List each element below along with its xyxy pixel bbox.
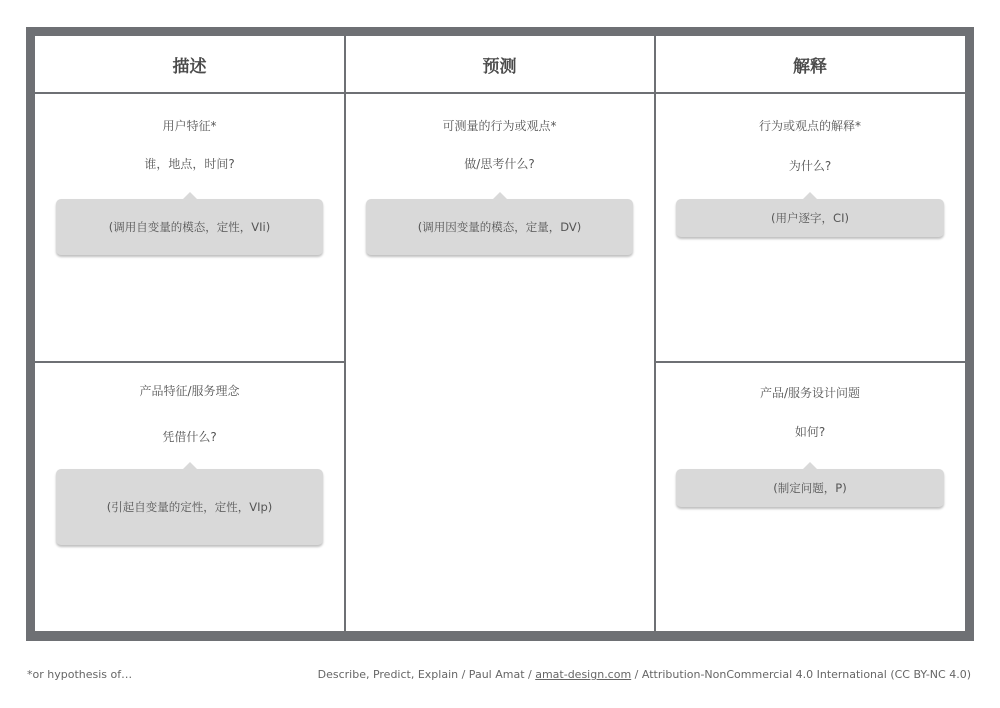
column-header-describe: 描述 (172, 56, 207, 77)
credit-suffix: / Attribution-NonCommercial 4.0 International (CC BY-NC 4.0) (631, 668, 971, 681)
cell-title: 可测量的行为或观点* (442, 119, 557, 133)
canvas-grid (35, 36, 965, 631)
cell-title: 行为或观点的解释* (758, 119, 861, 133)
cell-bubble: (制定问题，P) (676, 469, 944, 507)
canvas-frame (26, 27, 974, 641)
credit-line (318, 668, 971, 681)
cell-question: 做/思考什么? (464, 157, 535, 171)
credit-prefix: Describe, Predict, Explain / Paul Amat / (317, 668, 536, 681)
cell-question: 凭借什么? (162, 430, 217, 444)
cell-measurable-behavior (345, 93, 654, 631)
cell-title: 产品/服务设计问题 (759, 386, 861, 400)
column-header-explain: 解释 (793, 56, 827, 77)
cell-bubble: (用户逐字，CI) (676, 199, 944, 237)
credit-link[interactable]: amat-design.com (535, 668, 632, 681)
cell-bubble: (调用因变量的模态，定量，DV) (366, 199, 633, 255)
cell-explanation (655, 93, 965, 361)
column-explain (655, 36, 965, 631)
cell-title: 产品特征/服务理念 (139, 384, 240, 398)
column-predict (345, 36, 654, 631)
column-describe (35, 36, 344, 631)
cell-design-question (655, 363, 965, 631)
cell-bubble: (引起自变量的定性，定性，VIp) (56, 469, 323, 545)
cell-question: 谁，地点，时间? (144, 157, 235, 171)
cell-question: 如何? (794, 425, 826, 439)
footnote: *or hypothesis of… (27, 668, 133, 681)
cell-question: 为什么? (788, 159, 832, 173)
cell-product-features (35, 363, 344, 631)
cell-title: 用户特征* (162, 119, 217, 133)
column-header-predict: 预测 (482, 56, 517, 77)
cell-user-characteristics (35, 93, 344, 361)
cell-bubble: (调用自变量的模态，定性，VIi) (56, 199, 323, 255)
